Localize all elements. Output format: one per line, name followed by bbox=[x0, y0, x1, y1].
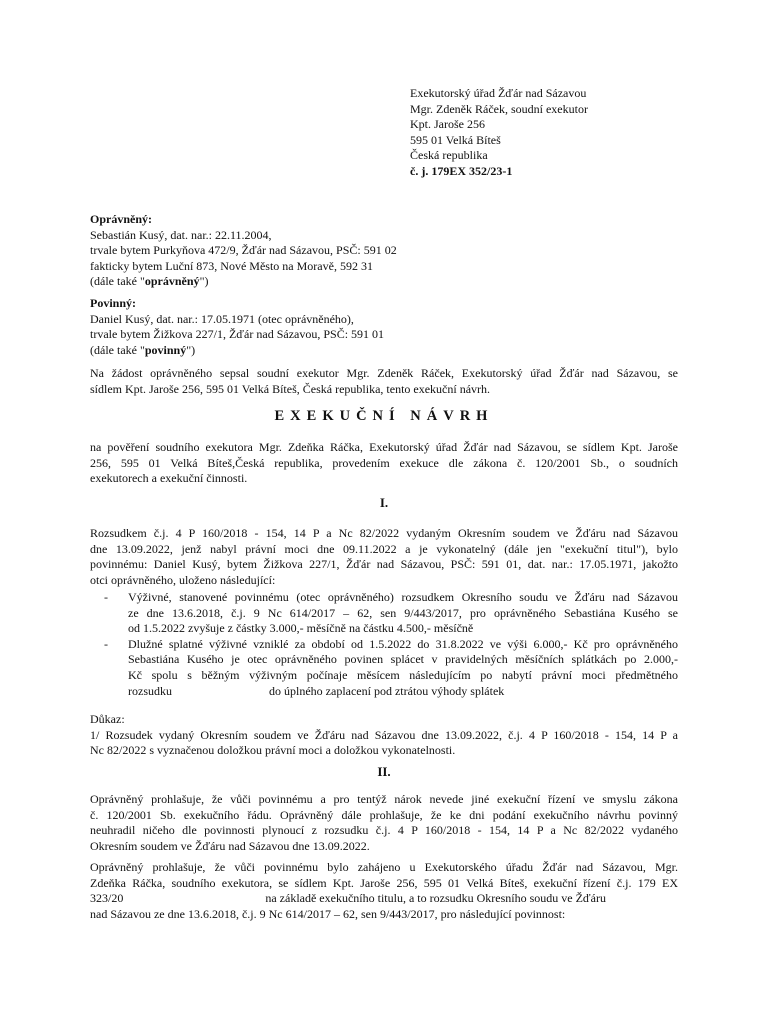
alias-suffix: ") bbox=[186, 342, 196, 357]
section2-paragraph-1 bbox=[90, 792, 678, 854]
purpose-line: exekutorech a exekuční činnosti. bbox=[90, 471, 248, 486]
sender-office: Exekutorský úřad Žďár nad Sázavou bbox=[410, 86, 587, 100]
section2-line bbox=[90, 891, 678, 907]
section2-line: neuhradil ničeho dle povinnosti plynoucí z rozsudku č.j. 4 P 160/2018 - 154, 14 P a Nc 82/2022 vydaného bbox=[90, 823, 678, 838]
debtor-alias-line bbox=[90, 343, 678, 359]
section1-line: Rozsudkem č.j. 4 P 160/2018 - 154, 14 P a Nc 82/2022 vydaným Okresním soudem ve Žďáru nad Sázavou bbox=[90, 526, 678, 540]
evidence-line: 1/ Rozsudek vydaný Okresním soudem ve Žďáru nad Sázavou dne 13.09.2022, č.j. 4 P 160/2018 - 154, 14 P a bbox=[90, 727, 678, 742]
alias-prefix: (dále také " bbox=[90, 342, 145, 357]
bullet-dash: - bbox=[104, 636, 108, 651]
section1-line: povinnému: Daniel Kusý, bytem Žižkova 227/1, Žďár nad Sázavou, PSČ: 591 01, dat. nar.: 17.05.1971, jakožto bbox=[90, 557, 678, 572]
creditor-line: fakticky bytem Luční 873, Nové Město na Moravě, 592 31 bbox=[90, 258, 373, 273]
alias-suffix: ") bbox=[199, 274, 209, 289]
section2-fragment: na základě exekučního titulu, a to rozsudku Okresního soudu ve Žďáru bbox=[265, 891, 607, 906]
list-item-fragment: do úplného zaplacení pod ztrátou výhody splátek bbox=[269, 683, 505, 698]
list-item-line: Kč spolu s běžným výživným počínaje měsícem následujícím po nabytí právní moci předmětného bbox=[128, 667, 678, 682]
list-item bbox=[104, 590, 678, 637]
alias-prefix: (dále také " bbox=[90, 274, 145, 289]
section1-line: dne 13.09.2022, jenž nabyl právní moci dne 09.11.2022 a je vykonatelný (dále jen "exekuční titul"), bylo bbox=[90, 541, 678, 556]
list-item bbox=[104, 637, 678, 699]
section2-line: Oprávněný prohlašuje, že vůči povinnému bylo zahájeno u Exekutorského úřadu Žďár nad Sázavou, Mgr. bbox=[90, 860, 678, 874]
creditor-line: trvale bytem Purkyňova 472/9, Žďár nad Sázavou, PSČ: 591 02 bbox=[90, 243, 397, 258]
list-item-line: od 1.5.2022 zvyšuje z částky 3.000,- měsíčně na částku 4.500,- měsíčně bbox=[128, 621, 474, 636]
creditor-alias-line bbox=[90, 274, 678, 290]
list-item-line: Sebastiána Kusého je otec oprávněného povinen splácet v pravidelných měsíčních splátkách po 2.000,- bbox=[128, 652, 678, 667]
section2-line: Oprávněný prohlašuje, že vůči povinnému a pro tentýž nárok nevede jiné exekuční řízení ve smyslu zákona bbox=[90, 792, 678, 806]
debtor-heading: Povinný: bbox=[90, 296, 137, 310]
section2-paragraph-2 bbox=[90, 860, 678, 922]
section2-line: č. 120/2001 Sb. exekučního řádu. Oprávněný dále prohlašuje, že ke dni podání exekučního návrhu povinný bbox=[90, 807, 678, 822]
creditor-alias: oprávněný bbox=[144, 274, 200, 289]
sender-address bbox=[410, 86, 588, 180]
section2-line: nad Sázavou ze dne 13.6.2018, č.j. 9 Nc 614/2017 – 62, sen 9/443/2017, pro následující povinnost: bbox=[90, 906, 566, 921]
sender-city: 595 01 Velká Bíteš bbox=[410, 132, 501, 147]
evidence-line: Nc 82/2022 s vyznačenou doložkou právní moci a doložkou vykonatelnosti. bbox=[90, 743, 456, 758]
document-title: EXEKUČNÍ NÁVRH bbox=[274, 408, 494, 424]
intro-line: sídlem Kpt. Jaroše 256, 595 01 Velká Bíteš, Česká republika, tento exekuční návrh. bbox=[90, 381, 491, 396]
creditor-line: Sebastián Kusý, dat. nar.: 22.11.2004, bbox=[90, 227, 272, 242]
evidence-block bbox=[90, 712, 678, 759]
list-item-line bbox=[128, 684, 678, 700]
section1-line: otci oprávněného, uloženo následující: bbox=[90, 572, 276, 587]
section2-fragment: 323/20 bbox=[90, 891, 124, 906]
file-number: č. j. 179EX 352/23-1 bbox=[410, 163, 513, 178]
bullet-dash: - bbox=[104, 590, 108, 604]
creditor-block bbox=[90, 212, 678, 290]
sender-country: Česká republika bbox=[410, 148, 488, 163]
intro-paragraph bbox=[90, 366, 678, 397]
purpose-line: na pověření soudního exekutora Mgr. Zdeňka Ráčka, Exekutorský úřad Žďár nad Sázavou, se sídlem Kpt. Jaroše bbox=[90, 440, 678, 454]
intro-line: Na žádost oprávněného sepsal soudní exekutor Mgr. Zdeněk Ráček, Exekutorský úřad Žďár nad Sázavou, se bbox=[90, 366, 678, 380]
section1-paragraph bbox=[90, 526, 678, 588]
list-item-fragment: rozsudku bbox=[128, 683, 172, 698]
creditor-heading: Oprávněný: bbox=[90, 212, 153, 226]
debtor-alias: povinný bbox=[144, 342, 187, 357]
sender-street: Kpt. Jaroše 256 bbox=[410, 117, 485, 132]
section2-line: Zdeňka Ráčka, soudního exekutora, se sídlem Kpt. Jaroše 256, 595 01 Velká Bíteš, exekuční řízení č.j. 179 EX bbox=[90, 875, 678, 890]
list-item-line: ze dne 13.6.2018, č.j. 9 Nc 614/2017 – 62, sen 9/443/2017, pro oprávněného Sebastiána Kusého se bbox=[128, 605, 678, 620]
purpose-line: 256, 595 01 Velká Bíteš,Česká republika, provedením exekuce dle zákona č. 120/2001 Sb., o soudních bbox=[90, 455, 678, 470]
obligation-list bbox=[104, 590, 678, 699]
debtor-block bbox=[90, 296, 678, 358]
debtor-line: trvale bytem Žižkova 227/1, Žďár nad Sázavou, PSČ: 591 01 bbox=[90, 327, 385, 342]
list-item-line: Dlužné splatné výživné vzniklé za období od 1.5.2022 do 31.8.2022 ve výši 6.000,- Kč pro oprávněného bbox=[128, 636, 678, 651]
section2-line: Okresním soudem ve Žďáru nad Sázavou dne 13.09.2022. bbox=[90, 838, 370, 853]
evidence-heading: Důkaz: bbox=[90, 712, 125, 726]
section-heading-1: I. bbox=[379, 495, 389, 510]
section-heading-2: II. bbox=[377, 764, 391, 779]
list-item-line: Výživné, stanovené povinnému (otec oprávněného) rozsudkem Okresního soudu ve Žďáru nad Sázavou bbox=[128, 590, 678, 604]
purpose-paragraph bbox=[90, 440, 678, 487]
debtor-line: Daniel Kusý, dat. nar.: 17.05.1971 (otec oprávněného), bbox=[90, 311, 354, 326]
sender-executor: Mgr. Zdeněk Ráček, soudní exekutor bbox=[410, 101, 588, 116]
